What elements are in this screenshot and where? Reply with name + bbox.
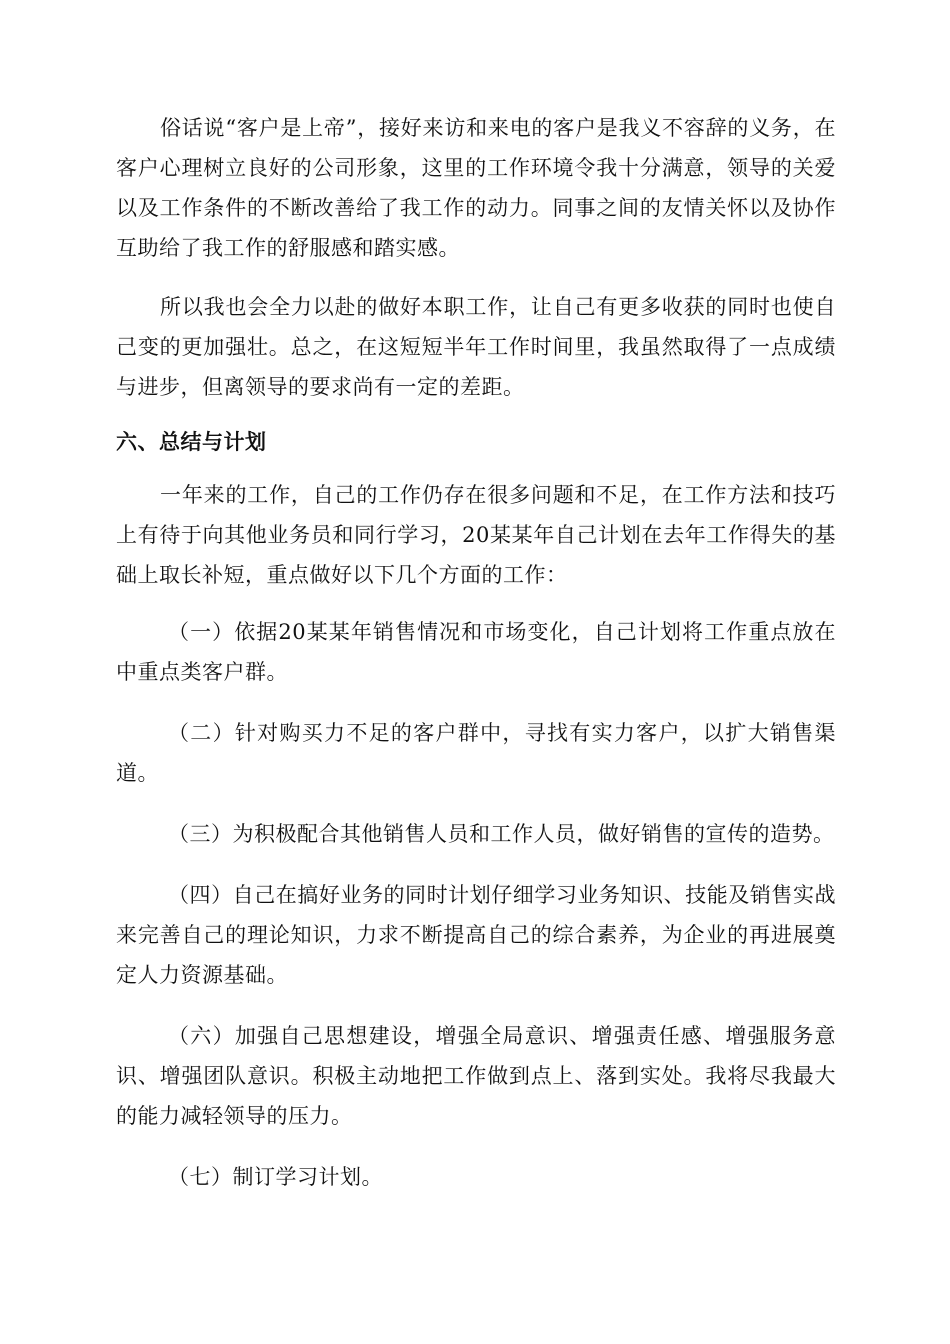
document-body <box>116 108 836 1197</box>
plan-item-6: （六）加强自己思想建设，增强全局意识、增强责任感、增强服务意识、增强团队意识。积极主动地把工作做到点上、落到实处。我将尽我最大的能力减轻领导的压力。 <box>116 1024 836 1128</box>
plan-item-1: （一）依据20某某年销售情况和市场变化，自己计划将工作重点放在中重点类客户群。 <box>116 620 836 684</box>
plan-item-2: （二）针对购买力不足的客户群中，寻找有实力客户，以扩大销售渠道。 <box>116 721 836 785</box>
paragraph-commitment: 所以我也会全力以赴的做好本职工作，让自己有更多收获的同时也使自己变的更加强壮。总之，在这短短半年工作时间里，我虽然取得了一点成绩与进步，但离领导的要求尚有一定的差距。 <box>116 295 836 399</box>
plan-item-3: （三）为积极配合其他销售人员和工作人员，做好销售的宣传的造势。 <box>168 822 835 846</box>
plan-item-4: （四）自己在搞好业务的同时计划仔细学习业务知识、技能及销售实战来完善自己的理论知识，力求不断提高自己的综合素养，为企业的再进展奠定人力资源基础。 <box>116 883 836 987</box>
paragraph-customer-service: 俗话说“客户是上帝”，接好来访和来电的客户是我义不容辞的义务，在客户心理树立良好的公司形象，这里的工作环境令我十分满意，领导的关爱以及工作条件的不断改善给了我工作的动力。同事之间的友情关怀以及协作互助给了我工作的舒服感和踏实感。 <box>116 116 836 260</box>
plan-item-7: （七）制订学习计划。 <box>168 1165 383 1189</box>
section-heading-summary-plan: 六、总结与计划 <box>116 430 267 454</box>
paragraph-year-review: 一年来的工作，自己的工作仍存在很多问题和不足，在工作方法和技巧上有待于向其他业务员和同行学习，20某某年自己计划在去年工作得失的基础上取长补短，重点做好以下几个方面的工作： <box>116 483 836 587</box>
